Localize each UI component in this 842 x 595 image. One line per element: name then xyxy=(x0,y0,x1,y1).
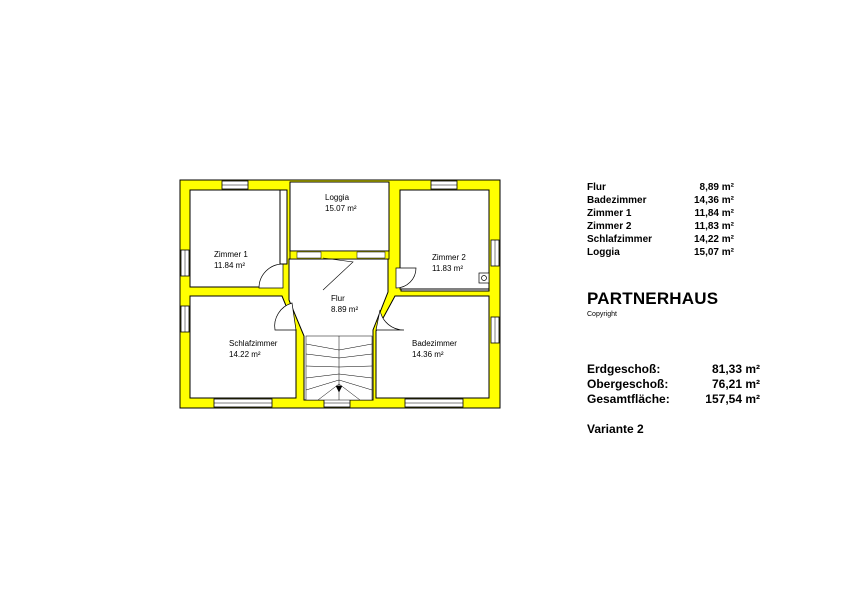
total-value: 157,54 m² xyxy=(705,392,760,406)
total-value: 76,21 m² xyxy=(711,377,760,391)
room-area: 14.22 m² xyxy=(229,350,261,359)
room-name: Zimmer 1 xyxy=(214,250,248,259)
room-name: Flur xyxy=(331,294,345,303)
room-name: Loggia xyxy=(325,193,350,202)
area-room: Badezimmer xyxy=(587,195,647,206)
chimney xyxy=(479,273,489,283)
area-room: Zimmer 2 xyxy=(587,221,632,232)
room-area-table xyxy=(587,181,734,259)
room-area: 14.36 m² xyxy=(412,350,444,359)
room-area: 11.83 m² xyxy=(432,264,463,273)
area-value: 8,89 m² xyxy=(699,182,734,193)
area-row xyxy=(587,194,734,207)
total-label: Obergeschoß: xyxy=(587,377,669,391)
total-label: Gesamtfläche: xyxy=(587,392,670,406)
area-room: Flur xyxy=(587,182,606,193)
area-row xyxy=(587,181,734,194)
variant-label: Variante 2 xyxy=(587,422,644,436)
room-area: 8.89 m² xyxy=(331,305,359,314)
room-area: 15.07 m² xyxy=(325,204,357,213)
house-name: PARTNERHAUS xyxy=(587,289,719,308)
room-name: Schlafzimmer xyxy=(229,339,278,348)
area-value: 11,83 m² xyxy=(694,221,734,232)
copyright-note: Copyright xyxy=(587,311,617,318)
total-row xyxy=(587,377,760,392)
room-name: Zimmer 2 xyxy=(432,253,466,262)
staircase xyxy=(306,336,372,400)
area-row xyxy=(587,246,734,259)
title-block xyxy=(587,289,718,318)
total-value: 81,33 m² xyxy=(711,362,760,376)
room-name: Badezimmer xyxy=(412,339,457,348)
area-value: 15,07 m² xyxy=(693,247,734,258)
area-room: Loggia xyxy=(587,247,620,258)
area-row xyxy=(587,207,734,220)
area-room: Schlafzimmer xyxy=(587,234,653,245)
area-room: Zimmer 1 xyxy=(587,208,632,219)
area-totals xyxy=(587,362,760,407)
area-value: 14,22 m² xyxy=(693,234,734,245)
area-row xyxy=(587,220,734,233)
room-area: 11.84 m² xyxy=(214,261,245,270)
area-row xyxy=(587,233,734,246)
area-value: 14,36 m² xyxy=(693,195,734,206)
area-value: 11,84 m² xyxy=(694,208,734,219)
total-row xyxy=(587,362,760,377)
total-label: Erdgeschoß: xyxy=(587,362,661,376)
total-row xyxy=(587,392,760,407)
